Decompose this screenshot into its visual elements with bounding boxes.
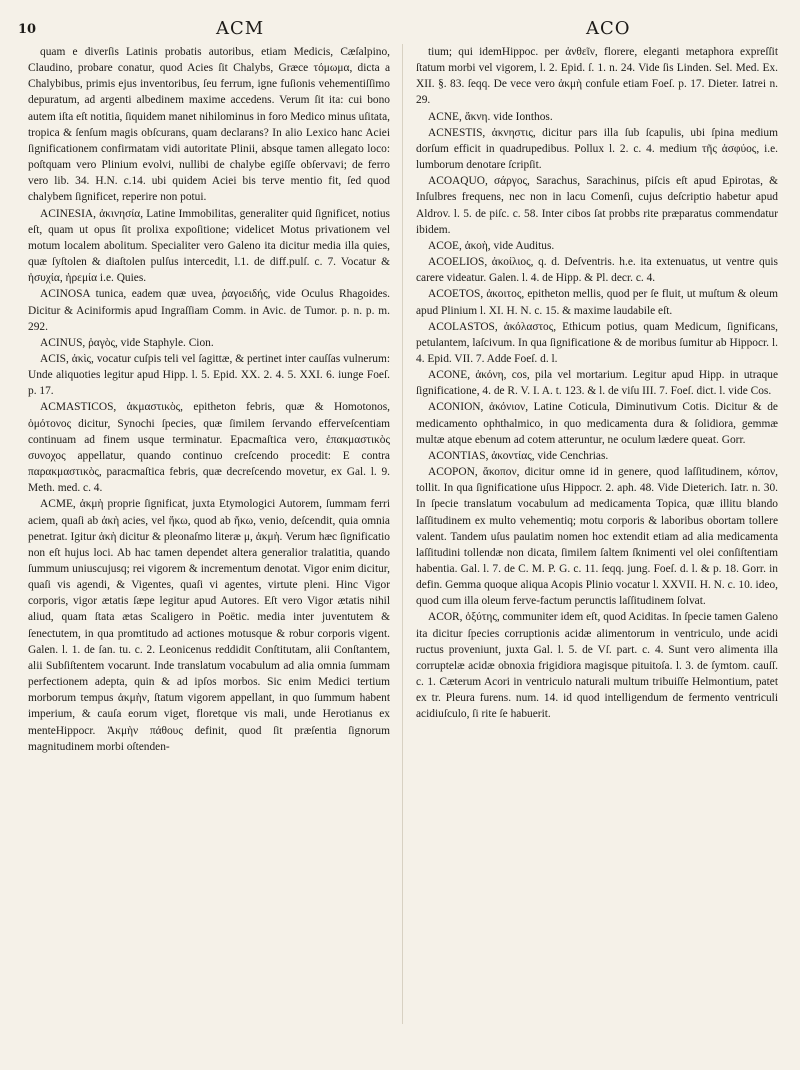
entry-acoaquo: ACOAQUO, σάργος, Sarachus, Sarachinus, piſcis eſt apud Epirotas, & Inſulbres frequens, nec non in lacu Comenſi, cujus deſcriptio habetur apud Aldrov. l. 5. de piſc. c. 58. Inter cibos ſat probbs rite præparatus commendatur ibidem. xyxy=(416,175,778,236)
page-number: 10 xyxy=(18,22,37,37)
entry-acmasticos: ACMASTICOS, ἀκμαστικὸς, epitheton febris, quæ & Homotonos, ὁμότονος dicitur, Synochi ſpecies, quæ ſimilem ſervando efferveſcentiam continuam ad finem usque terminatur. Epacmaſtica vero, ἐπακμαστικὸς συνοχος appellatur, quando continuo creſcendo procedit: E contra παρακμαστικὸς, paracmaſtica febris, quæ decreſcendo movetur, ex Gal. l. 9. Meth. med. c. 4. xyxy=(28,401,390,495)
left-column xyxy=(28,44,390,1054)
entry-acnestis: ACNESTIS, ἀκνηστις, dicitur pars illa ſub ſcapulis, ubi ſpina medium dorſum efficit in quadrupedibus. Pollux l. 2. c. 4. medium τῆς ἀσφύος, i.e. lumborum denotare ſcripſit. xyxy=(416,126,778,172)
left-running-head: ACM xyxy=(216,18,265,39)
entry-acoetos: ACOETOS, ἀκοιτος, epitheton mellis, quod per ſe fluit, ut muſtum & oleum apud Plinium l. XI. H. N. c. 15. & maxime laudabile eſt. xyxy=(416,288,778,317)
entry-acinus: ACINUS, ῥαγὸς, vide Staphyle. Cion. xyxy=(40,336,214,349)
entry-acme: ACME, ἀκμὴ proprie ſignificat, juxta Etymologici Autorem, ſummam ferri aciem, quaſi ab ἀκὴ acies, vel ἥκω, quod ab ἥκω, venio, deſcendit, quia omnia penetrat. Igitur ἀκὴ dicitur & pleonaſmo literæ μ, ἀκμὴ. Verum hæc ſignificatio non eſt hujus loci. Ab hac tamen dependet altera generalior tralatitia, quando ſummum uniuscujusq; rei vigorem & incrementum denotat. Vigor enim dicitur, quaſi vis agendi, & Vigentes, quaſi vi agentes, virtute pleni. Hinc Vigor corporis, vigor ætatis ſæpe legitur apud Autores. Eſt vero Vigor ætatis nihil aliud, quam ſtata ætas Scaligero in Poëtic. media inter juventutem & ſenectutem, in qua promtitudo ad actiones motusque & robur corporis vigent. Galen. l. 1. de ſan. tu. c. 2. Leonicenus reddidit Conſtitutam, alii Conſtantem, alii Subſiſtentem vocarunt. Inde translatum vocabulum ad alia omnia ſummam perfectionem adepta, quin & ad ipſos morbos. Sic enim Medici tertium morborum tempus ἀκμὴν, ſtatum vigorem appellant, in quo ſummum habent imperium, & cauſa eorum viget, floretque vis mali, unde Herotianus ex menteHippocr. Ἀκμὴν πάθους definit, quod ſit præſentia ſignorum magnitudinem morbi oſtenden- xyxy=(28,498,390,753)
right-column xyxy=(416,44,778,1054)
entry-acolastos: ACOLASTOS, ἀκόλαστος, Ethicum potius, quam Medicum, ſignificans, petulantem, laſcivum. In qua ſignificatione & de moribus ſumitur ab Hippocr. l. 4. Epid. VII. 7. Adde Foeſ. d. l. xyxy=(416,320,778,365)
entry-acies-continued: quam e diverſis Latinis probatis autoribus, etiam Medicis, Cæſalpino, Claudino, probare conatur, quod Acies ſit Chalybs, Græce τόμωμα, dicta a Chalybibus, primis ejus inventoribus, ſeu ferrum, igne fuſionis vehementiſſimo depuratum, ad argenti albedinem maxime accedens. Verum ſit ita: cui bono autem iſta eſt notitia, ſiquidem manet nihilominus in foro Medico minus uſitata, tropica & ſenſum magis obſcurans, quam declarans? In alio Lexico hanc Aciei ſignificationem confirmatam vidi autoritate Plinii, absque tamen allegato loco: poſtquam vero Plinium evolvi, nullibi de chalybe egiſſe obſervavi; de ferro vero lib. 34. H.N. c.14. ubi quidem Aciei bis terve mentio fit, ſed quod chalybem ſignificet, reperire non potui. xyxy=(28,46,390,204)
column-divider xyxy=(402,44,403,1024)
entry-acme-continued: tium; qui idemHippoc. per ἀνθεῖν, florere, eleganti metaphora expreſſit ſtatum morbi vel vigorem, l. 2. Epid. ſ. 1. n. 24. Vide ſis Linden. Sel. Med. Ex. XII. §. 83. ſeqq. De vece vero ἀκμὴ confule etiam Foeſ. p. 17. Dieter. Iatrei n. 29. xyxy=(416,46,778,107)
right-running-head: ACO xyxy=(586,18,631,39)
entry-acoe: ACOE, ἀκοὴ, vide Auditus. xyxy=(428,239,555,252)
entry-acoelios: ACOELIOS, ἀκοίλιος, q. d. Deſventris. h.e. ita extenuatus, ut ventre quis carere videatur. Galen. l. 4. de Hipp. & Pl. decr. c. 4. xyxy=(416,256,778,285)
entry-acor: ACOR, ὀξύτης, communiter idem eſt, quod Aciditas. In ſpecie tamen Galeno ita dicitur ſpecies corruptionis acidæ alimentorum in ventriculo, unde acidi ructus proveniunt, juxta Gal. l. 5. de Vſ. part. c. 4. Sunt vero alimenta illa corruptelæ acidæ obnoxia frigidiora magisque pituitoſa. l. 3. de ſymtom. cauſſ. c. 1. Cæterum Acori in ventriculo naturali multum tribuiſſe Helmontium, patet ex tr. Pleura furens. num. 14. id quod intelligendum de fermento ventriculi acidiuſculo, ſi rite ſe habuerit. xyxy=(416,611,778,721)
entry-acontias: ACONTIAS, ἀκοντίας, vide Cenchrias. xyxy=(428,449,609,462)
entry-acone: ACONE, ἀκόνη, cos, pila vel mortarium. Legitur apud Hipp. in utraque ſignificatione, 4. de R. V. I. A. t. 123. & l. de viſu III. 7. Foeſ. dict. l. vide Cos. xyxy=(416,369,778,398)
entry-acopon: ACOPON, ἄκοπον, dicitur omne id in genere, quod laſſitudinem, κόπον, tollit. In qua ſignificatione uſus Hippocr. 2. aph. 48. Vide Dieterich. Iatr. n. 30. In ſpecie translatum vocabulum ad medicamenta Topica, quæ illitu blando laſſitudinem ex multo vehementiq; motu corporis & laboribus obortam tollere valent. Tandem uſus paulatim nomen hoc extendit etiam ad alia medicamenta laſſitudini tollendæ non dicata, ſimilem ſaltem ſknimenti vel olei conſiſtentiam habentia. Gal. l. 7. de C. M. P. G. c. 11. ſeqq. jung. Foeſ. d. l. & p. 18. Gorr. in defin. Gemma quoque aliqua Acopis Plinio vocatur l. XXVII. H. N. c. 10. ideo, quod cum illa oleum ferve-factum perunctis laſſitudinem ſolvat. xyxy=(416,466,778,608)
entry-acis: ACIS, ἀκὶς, vocatur cuſpis teli vel ſagittæ, & pertinet inter cauſſas vulnerum: Unde aliquoties legitur apud Hipp. l. 5. Epid. XX. 2. 4. 5. XXI. 6. iunge Foeſ. p. 17. xyxy=(28,352,390,398)
entry-acne: ACNE, ἄκνη. vide Ionthos. xyxy=(428,110,553,123)
entry-acinosa: ACINOSA tunica, eadem quæ uvea, ῥαγοειδής, vide Oculus Rhagoides. Dicitur & Aciniformis apud Ingraſſiam Comm. in Avic. de Tumor. p. n. p. m. 292. xyxy=(28,288,390,333)
entry-acinesia: ACINESIA, ἀκινησία, Latine Immobilitas, generaliter quid ſignificet, notius eſt, quam ut opus ſit prolixa expoſitione; videlicet Motus privationem vel motum localem abolitum. Specialiter vero Galeno ita dicitur media illa quies, quæ ſyſtolen & diaſtolen pulſus intercedit, l.1. de diff.pulſ. c. 7. Vocatur & ἡσυχία, ἠρεμία i.e. Quies. xyxy=(28,207,390,285)
entry-aconion: ACONION, ἀκόνιον, Latine Coticula, Diminutivum Cotis. Dicitur & de medicamento ophthalmico, in quo medicamenta dura & ſolidiora, gemmæ multæ atque ebenum ad cotem atteruntur, ne oculum lædere queat. Gorr. xyxy=(416,401,778,446)
running-header xyxy=(0,18,800,42)
